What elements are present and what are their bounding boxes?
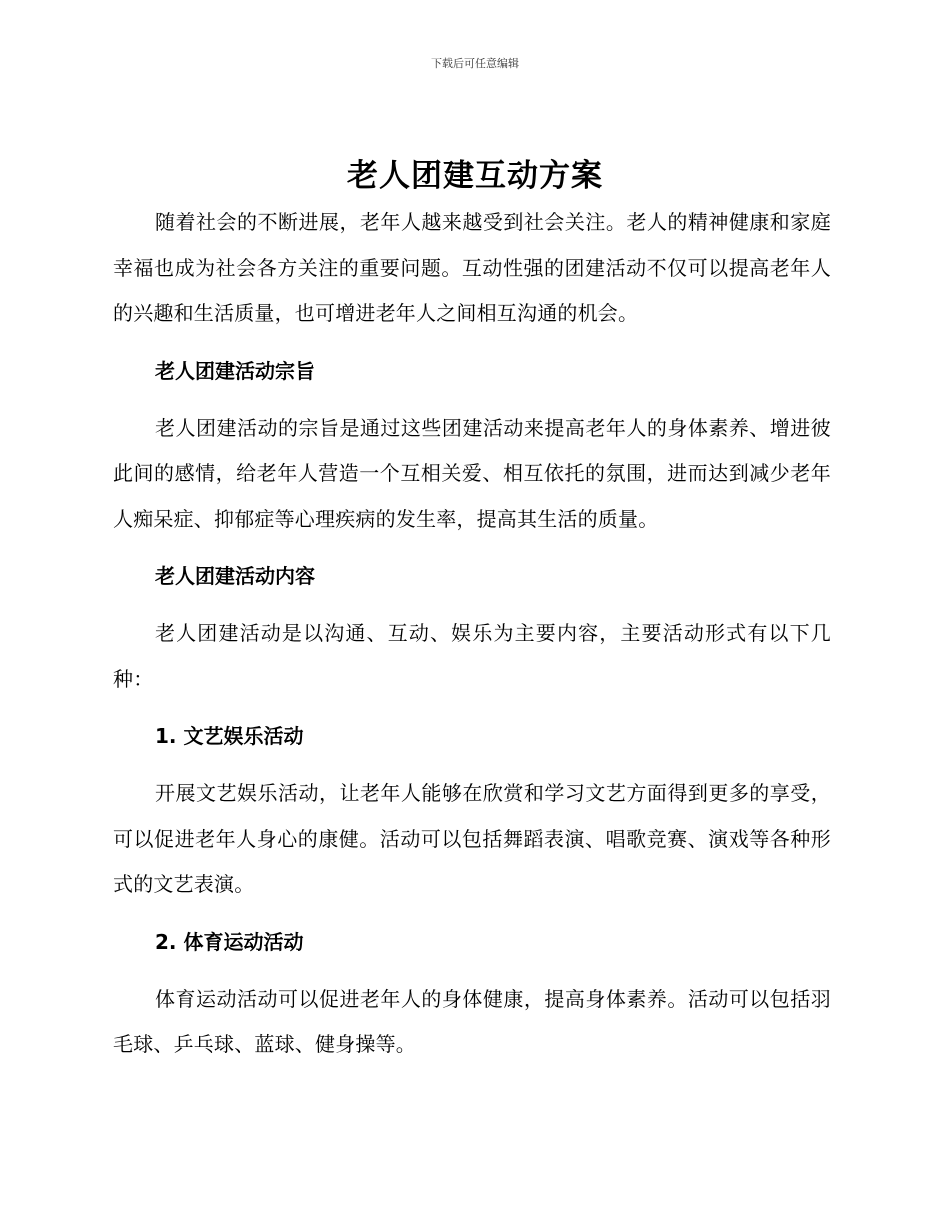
- section-paragraph-content: 老人团建活动是以沟通、互动、娱乐为主要内容，主要活动形式有以下几种：: [113, 621, 831, 691]
- section-heading-sports: 2. 体育运动活动: [155, 929, 304, 954]
- section-paragraph-sports: 体育运动活动可以促进老年人的身体健康，提高身体素养。活动可以包括羽毛球、乒乓球、蓝球、健身操等。: [113, 986, 831, 1056]
- intro-paragraph: 随着社会的不断进展，老年人越来越受到社会关注。老人的精神健康和家庭幸福也成为社会各方关注的重要问题。互动性强的团建活动不仅可以提高老年人的兴趣和生活质量，也可增进老年人之间相互沟通的机会。: [113, 210, 831, 325]
- section-heading-arts: 1. 文艺娱乐活动: [155, 724, 304, 748]
- header-note: 下载后可任意编辑: [431, 57, 519, 70]
- page-title: 老人团建互动方案: [347, 158, 603, 194]
- document-body: [113, 200, 831, 1068]
- section-heading-content: 老人团建活动内容: [155, 564, 315, 588]
- section-paragraph-arts: 开展文艺娱乐活动，让老年人能够在欣赏和学习文艺方面得到更多的享受，可以促进老年人身心的康健。活动可以包括舞蹈表演、唱歌竞赛、演戏等各种形式的文艺表演。: [113, 781, 831, 896]
- section-paragraph-purpose: 老人团建活动的宗旨是通过这些团建活动来提高老年人的身体素养、增进彼此间的感情，给老年人营造一个互相关爱、相互依托的氛围，进而达到减少老年人痴呆症、抑郁症等心理疾病的发生率，提高其生活的质量。: [113, 415, 831, 531]
- section-heading-purpose: 老人团建活动宗旨: [155, 358, 315, 383]
